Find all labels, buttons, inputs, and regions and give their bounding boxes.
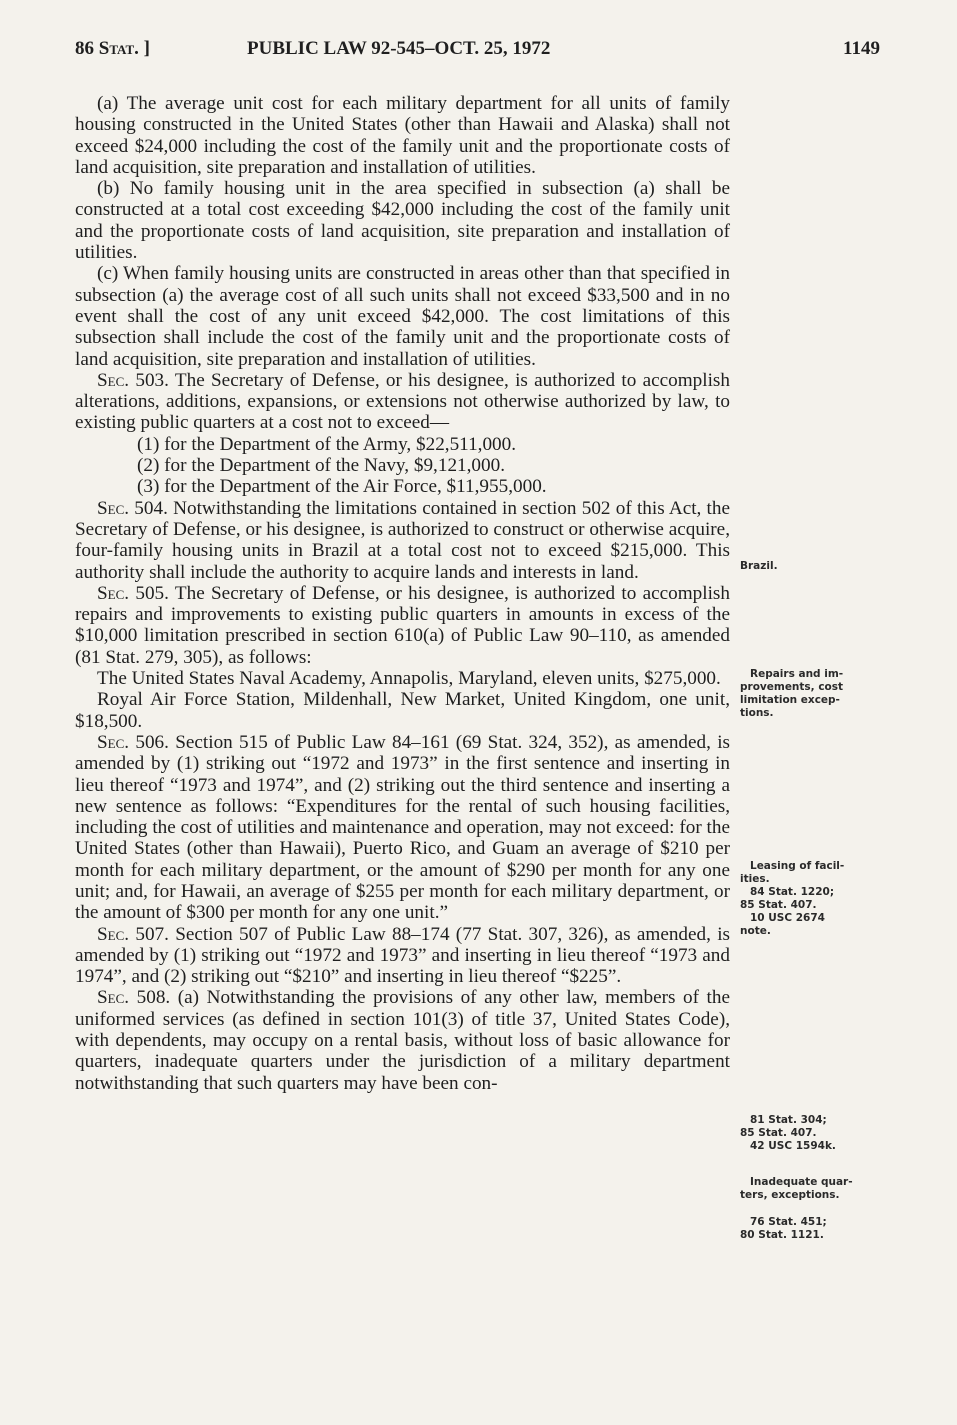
- section-505: [75, 583, 730, 668]
- margin-note-line: Inadequate quar-: [750, 1176, 853, 1188]
- section-503-label: Sec. 503.: [97, 369, 169, 391]
- statute-volume: 86 Stat. ]: [75, 38, 150, 59]
- section-504: [75, 498, 730, 583]
- section-506-label: Sec. 506.: [97, 731, 169, 753]
- section-507-label: Sec. 507.: [97, 923, 169, 945]
- section-504-label: Sec. 504.: [97, 497, 168, 519]
- margin-note-leasing: [740, 860, 880, 938]
- margin-note-line: note.: [740, 925, 771, 937]
- page-number: 1149: [843, 38, 880, 59]
- margin-note-line: 85 Stat. 407.: [740, 899, 817, 911]
- section-508-label: Sec. 508.: [97, 987, 171, 1009]
- margin-note-line: Brazil.: [740, 560, 778, 572]
- margin-note-line: Repairs and im-: [750, 668, 844, 680]
- paragraph-c: (c) When family housing units are constructed in areas other than that specified in subsection (a) the average cost of all such units shall not exceed $33,500 and in no event shall the cost of any unit exceed $42,000. The cost limitations of this subsection shall include the cost of the family unit and the proportionate costs of land acquisition, site preparation and installation of utilities.: [75, 263, 730, 370]
- margin-note-line: 42 USC 1594k.: [750, 1140, 836, 1152]
- margin-note-line: limitation excep-: [740, 694, 840, 706]
- page-header: [75, 38, 880, 68]
- item-navy: (2) for the Department of the Navy, $9,121,000.: [137, 455, 506, 477]
- section-504-text: Notwithstanding the limitations contained in section 502 of this Act, the Secretary of Defense, or his designee, is authorized to construct or otherwise acquire, four-family housing units in Brazil at a total cost not to exceed $215,000. This authority shall include the authority to acquire lands and interests in land.: [75, 497, 731, 583]
- margin-note-inadequate: [740, 1176, 880, 1242]
- paragraph-a: (a) The average unit cost for each military department for all units of family housing constructed in the United States (other than Hawaii and Alaska) shall not exceed $24,000 including the cost of the family unit and the proportionate costs of land acquisition, site preparation and installation of utilities.: [75, 93, 730, 178]
- section-505-label: Sec. 505.: [97, 582, 169, 604]
- margin-note-line: provements, cost: [740, 681, 844, 693]
- section-505-text: The Secretary of Defense, or his designee, is authorized to accomplish repairs and improvements to existing public quarters in amounts in excess of the $10,000 limitation prescribed in section 610(a) of Public Law 90–110, as amended (81 Stat. 279, 305), as follows:: [75, 582, 730, 668]
- margin-note-line: 85 Stat. 407.: [740, 1127, 817, 1139]
- item-army: (1) for the Department of the Army, $22,511,000.: [137, 433, 517, 455]
- section-503-text: The Secretary of Defense, or his designee, is authorized to accomplish alterations, additions, expansions, or extensions not otherwise authorized by law, to existing public quarters at a cost not to exceed—: [75, 369, 730, 434]
- section-507: [75, 924, 730, 988]
- statute-body: [75, 93, 730, 1094]
- mildenhall-entry: Royal Air Force Station, Mildenhall, New Market, United Kingdom, one unit, $18,500.: [75, 689, 730, 732]
- margin-note-brazil: [740, 560, 880, 573]
- margin-note-section-507: [740, 1114, 880, 1153]
- margin-note-line: ities.: [740, 873, 770, 885]
- margin-note-line: 10 USC 2674: [750, 912, 825, 924]
- section-508: [75, 987, 730, 1093]
- margin-note-line: 81 Stat. 304;: [750, 1114, 827, 1126]
- public-law-title: PUBLIC LAW 92-545–OCT. 25, 1972: [247, 38, 551, 59]
- section-508-text: (a) Notwithstanding the provisions of any other law, members of the uniformed services (as defined in section 101(3) of title 37, United States Code), with dependents, may occupy on a rental basis, without loss of basic allowance for quarters, inadequate quarters under the jurisdiction of a military department notwithstanding that such quarters may have been con-: [75, 987, 731, 1094]
- margin-note-line: tions.: [740, 707, 774, 719]
- item-air-force: (3) for the Department of the Air Force, $11,955,000.: [137, 476, 547, 498]
- section-507-text: Section 507 of Public Law 88–174 (77 Stat. 307, 326), as amended, is amended by (1) striking out “1972 and 1973” and inserting in lieu thereof “1973 and 1974”, and (2) striking out “$210” and inserting in lieu thereof “$225”.: [75, 923, 730, 988]
- margin-note-line: 80 Stat. 1121.: [740, 1229, 824, 1241]
- margin-note-repairs: [740, 668, 880, 720]
- margin-note-line: ters, exceptions.: [740, 1189, 840, 1201]
- section-506: [75, 732, 730, 924]
- section-503: [75, 370, 730, 434]
- section-506-text: Section 515 of Public Law 84–161 (69 Stat. 324, 352), as amended, is amended by (1) striking out “1972 and 1973” in the first sentence and inserting in lieu thereof “1973 and 1974”, and (2) striking out the third sentence and inserting a new sentence as follows: “Expenditures for the rental of such housing facilities, including the cost of utilities and maintenance and operation, may not exceed: for the United States (other than Hawaii), Puerto Rico, and Guam an average of $210 per month for each military department, or the amount of $290 per month for any one unit; and, for Hawaii, an average of $255 per month for each military department, or the amount of $300 per month for any one unit.”: [75, 731, 730, 924]
- paragraph-b: (b) No family housing unit in the area specified in subsection (a) shall be constructed at a total cost exceeding $42,000 including the cost of the family unit and the proportionate costs of land acquisition, site preparation and installation of utilities.: [75, 178, 730, 264]
- naval-academy-entry: The United States Naval Academy, Annapolis, Maryland, eleven units, $275,000.: [97, 668, 721, 690]
- margin-note-line: 76 Stat. 451;: [750, 1216, 827, 1228]
- margin-note-line: Leasing of facil-: [750, 860, 845, 872]
- margin-note-line: 84 Stat. 1220;: [750, 886, 835, 898]
